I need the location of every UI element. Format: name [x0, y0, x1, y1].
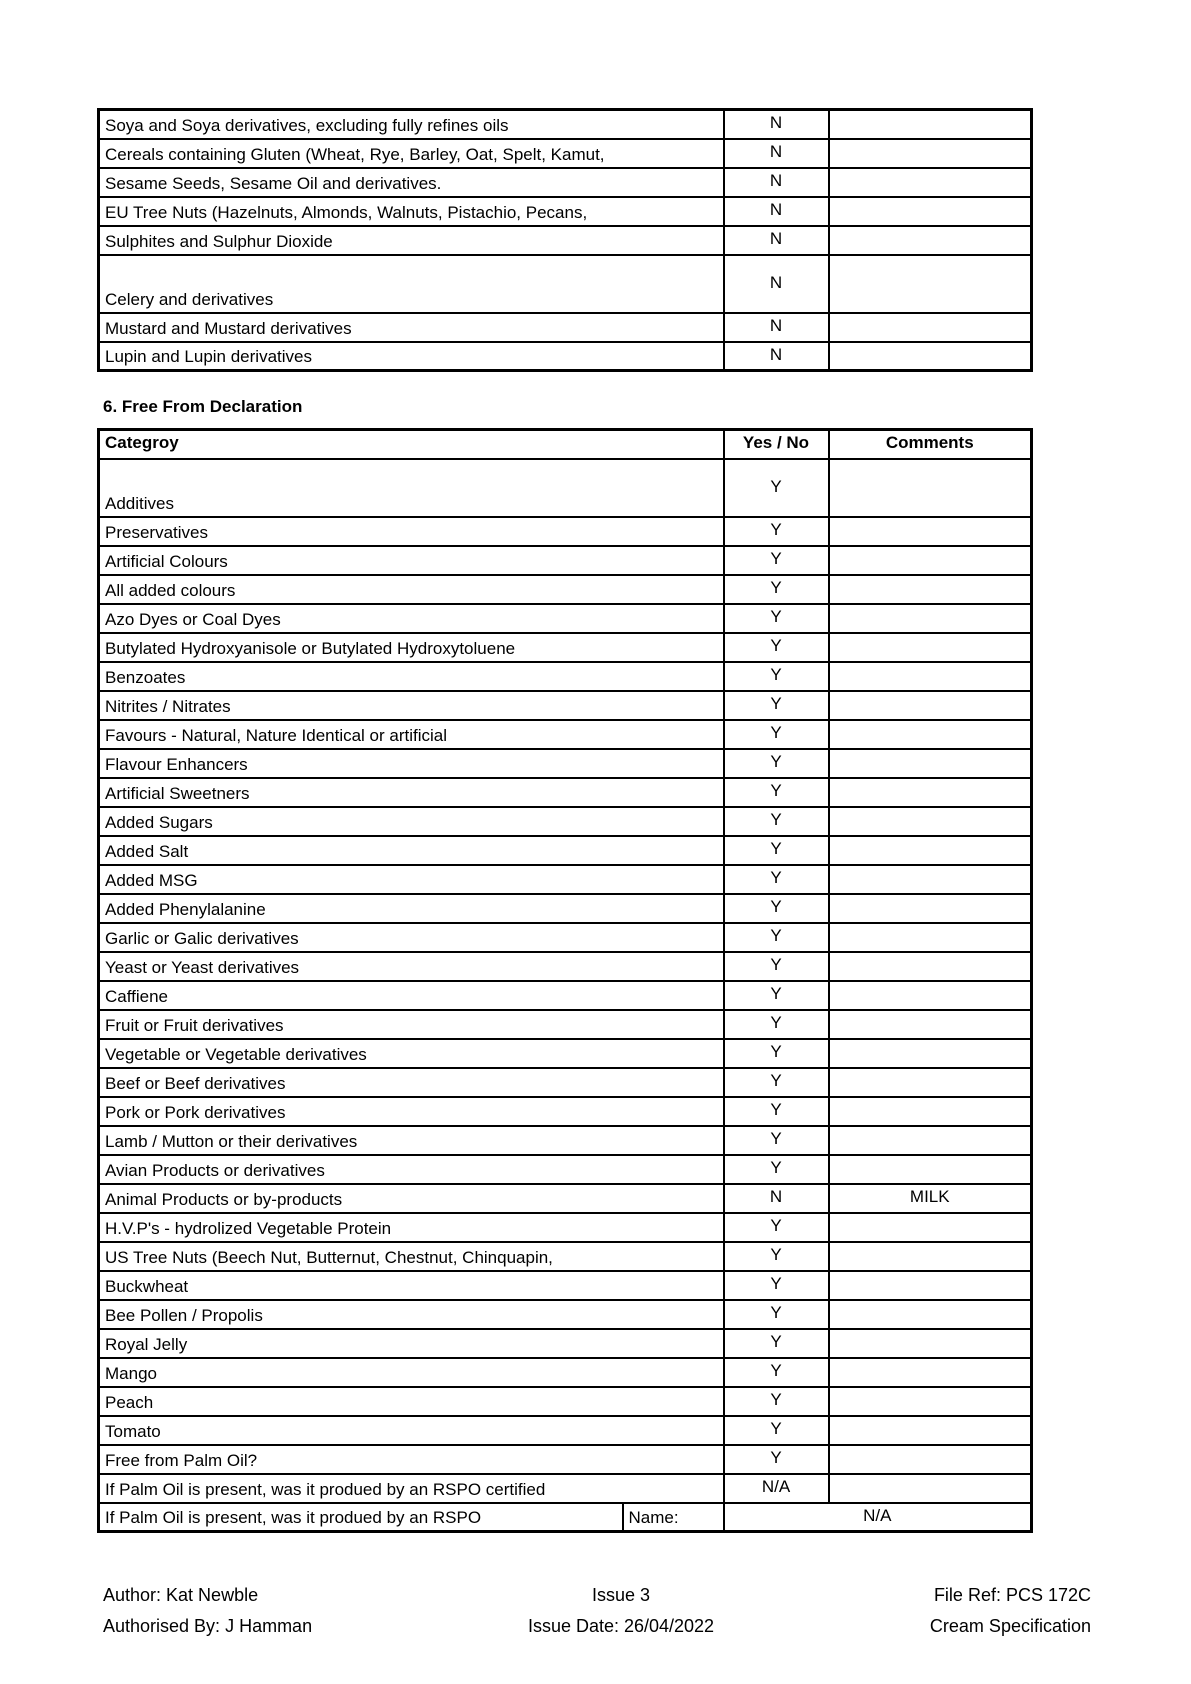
category-cell: Free from Palm Oil?	[99, 1445, 724, 1474]
category-cell: Tomato	[99, 1416, 724, 1445]
table-row	[99, 778, 1032, 807]
category-cell: Garlic or Galic derivatives	[99, 923, 724, 952]
comments-cell	[829, 226, 1032, 255]
table-header-row	[99, 430, 1032, 459]
comments-cell	[829, 1474, 1032, 1503]
yes-no-cell: Y	[724, 778, 829, 807]
comments-cell	[829, 1010, 1032, 1039]
table-row	[99, 923, 1032, 952]
comments-cell	[829, 952, 1032, 981]
table-row	[99, 255, 1032, 313]
category-cell: Nitrites / Nitrates	[99, 691, 724, 720]
category-cell: Fruit or Fruit derivatives	[99, 1010, 724, 1039]
column-header-yes-no: Yes / No	[724, 430, 829, 459]
comments-cell	[829, 110, 1032, 139]
comments-cell	[829, 168, 1032, 197]
page-footer	[103, 1580, 1091, 1642]
yes-no-cell: N	[724, 255, 829, 313]
yes-no-cell: N	[724, 110, 829, 139]
footer-issue-date: Issue Date: 26/04/2022	[527, 1616, 715, 1636]
yes-no-cell: Y	[724, 1416, 829, 1445]
footer-right-column	[930, 1580, 1091, 1642]
table-row	[99, 575, 1032, 604]
yes-no-cell: Y	[724, 662, 829, 691]
footer-issue: Issue 3	[591, 1585, 651, 1605]
table-row	[99, 168, 1032, 197]
yes-no-cell: Y	[724, 952, 829, 981]
category-cell: Added Phenylalanine	[99, 894, 724, 923]
table-row	[99, 1387, 1032, 1416]
category-cell: Favours - Natural, Nature Identical or artificial	[99, 720, 724, 749]
name-label-cell: Name:	[623, 1503, 724, 1532]
category-cell: If Palm Oil is present, was it produed by an RSPO certified	[99, 1474, 724, 1503]
footer-left-column	[103, 1580, 312, 1642]
comments-cell	[829, 836, 1032, 865]
free-from-declaration-table	[97, 428, 1033, 1533]
comments-cell	[829, 313, 1032, 342]
category-cell: Flavour Enhancers	[99, 749, 724, 778]
yes-no-cell: Y	[724, 546, 829, 575]
comments-cell	[829, 691, 1032, 720]
table-row	[99, 894, 1032, 923]
table-row	[99, 720, 1032, 749]
comments-cell	[829, 575, 1032, 604]
comments-cell: MILK	[829, 1184, 1032, 1213]
category-cell: Pork or Pork derivatives	[99, 1097, 724, 1126]
category-cell: Artificial Colours	[99, 546, 724, 575]
table-row	[99, 1039, 1032, 1068]
category-cell: Animal Products or by-products	[99, 1184, 724, 1213]
category-cell: Caffiene	[99, 981, 724, 1010]
table-row	[99, 110, 1032, 139]
comments-cell	[829, 459, 1032, 517]
yes-no-cell: N/A	[724, 1474, 829, 1503]
table-row	[99, 1068, 1032, 1097]
comments-cell	[829, 1068, 1032, 1097]
category-cell: Additives	[99, 459, 724, 517]
table-row	[99, 1300, 1032, 1329]
comments-cell	[829, 139, 1032, 168]
table-row	[99, 1010, 1032, 1039]
comments-cell	[829, 807, 1032, 836]
comments-cell	[829, 255, 1032, 313]
table-row	[99, 459, 1032, 517]
yes-no-cell: Y	[724, 1445, 829, 1474]
yes-no-cell: Y	[724, 894, 829, 923]
yes-no-cell: Y	[724, 1271, 829, 1300]
category-cell: Azo Dyes or Coal Dyes	[99, 604, 724, 633]
yes-no-cell: Y	[724, 604, 829, 633]
category-cell: H.V.P's - hydrolized Vegetable Protein	[99, 1213, 724, 1242]
category-cell: Preservatives	[99, 517, 724, 546]
comments-cell	[829, 749, 1032, 778]
yes-no-cell: N	[724, 197, 829, 226]
category-cell: Lamb / Mutton or their derivatives	[99, 1126, 724, 1155]
free-from-table-body	[99, 459, 1032, 1503]
table-row	[99, 1184, 1032, 1213]
section-heading: 6. Free From Declaration	[103, 397, 303, 416]
rspo-name-row	[99, 1503, 1032, 1532]
comments-cell	[829, 1300, 1032, 1329]
yes-no-cell: N/A	[724, 1503, 1032, 1532]
yes-no-cell: Y	[724, 1358, 829, 1387]
table-row	[99, 749, 1032, 778]
comments-cell	[829, 1445, 1032, 1474]
table-row	[99, 952, 1032, 981]
table-row	[99, 313, 1032, 342]
comments-cell	[829, 1155, 1032, 1184]
category-cell: Bee Pollen / Propolis	[99, 1300, 724, 1329]
yes-no-cell: Y	[724, 981, 829, 1010]
comments-cell	[829, 197, 1032, 226]
table-row	[99, 1126, 1032, 1155]
allergen-table-body	[99, 110, 1032, 371]
table-row	[99, 342, 1032, 371]
comments-cell	[829, 1387, 1032, 1416]
comments-cell	[829, 865, 1032, 894]
table-row	[99, 1097, 1032, 1126]
footer-authorised-by: Authorised By: J Hamman	[103, 1616, 313, 1636]
yes-no-cell: Y	[724, 691, 829, 720]
yes-no-cell: Y	[724, 517, 829, 546]
comments-cell	[829, 981, 1032, 1010]
category-cell: Mango	[99, 1358, 724, 1387]
yes-no-cell: N	[724, 1184, 829, 1213]
table-row	[99, 1329, 1032, 1358]
yes-no-cell: N	[724, 342, 829, 371]
category-cell: Added Sugars	[99, 807, 724, 836]
comments-cell	[829, 1358, 1032, 1387]
table-row	[99, 1445, 1032, 1474]
comments-cell	[829, 546, 1032, 575]
comments-cell	[829, 517, 1032, 546]
comments-cell	[829, 1213, 1032, 1242]
yes-no-cell: Y	[724, 1155, 829, 1184]
comments-cell	[829, 342, 1032, 371]
category-cell: Yeast or Yeast derivatives	[99, 952, 724, 981]
yes-no-cell: Y	[724, 459, 829, 517]
category-cell: Artificial Sweetners	[99, 778, 724, 807]
yes-no-cell: Y	[724, 575, 829, 604]
yes-no-cell: Y	[724, 836, 829, 865]
yes-no-cell: Y	[724, 720, 829, 749]
category-cell: Lupin and Lupin derivatives	[99, 342, 724, 371]
column-header-comments: Comments	[829, 430, 1032, 459]
category-cell: Mustard and Mustard derivatives	[99, 313, 724, 342]
table-row	[99, 1213, 1032, 1242]
comments-cell	[829, 1126, 1032, 1155]
table-row	[99, 691, 1032, 720]
yes-no-cell: N	[724, 168, 829, 197]
table-row	[99, 1474, 1032, 1503]
table-row	[99, 1358, 1032, 1387]
comments-cell	[829, 662, 1032, 691]
category-cell: Benzoates	[99, 662, 724, 691]
category-cell: Added Salt	[99, 836, 724, 865]
category-cell: EU Tree Nuts (Hazelnuts, Almonds, Walnuts, Pistachio, Pecans,	[99, 197, 724, 226]
table-row	[99, 139, 1032, 168]
table-row	[99, 662, 1032, 691]
yes-no-cell: Y	[724, 749, 829, 778]
table-row	[99, 836, 1032, 865]
comments-cell	[829, 923, 1032, 952]
category-cell: Soya and Soya derivatives, excluding fully refines oils	[99, 110, 724, 139]
footer-author: Author: Kat Newble	[103, 1585, 259, 1605]
comments-cell	[829, 604, 1032, 633]
yes-no-cell: Y	[724, 1242, 829, 1271]
category-cell: Royal Jelly	[99, 1329, 724, 1358]
table-row	[99, 865, 1032, 894]
table-row	[99, 1416, 1032, 1445]
comments-cell	[829, 720, 1032, 749]
table-row	[99, 604, 1032, 633]
table-row	[99, 1242, 1032, 1271]
yes-no-cell: Y	[724, 1213, 829, 1242]
footer-file-ref: File Ref: PCS 172C	[933, 1585, 1091, 1605]
category-cell: Sulphites and Sulphur Dioxide	[99, 226, 724, 255]
table-row	[99, 546, 1032, 575]
comments-cell	[829, 1039, 1032, 1068]
category-cell: Added MSG	[99, 865, 724, 894]
yes-no-cell: Y	[724, 633, 829, 662]
yes-no-cell: Y	[724, 1300, 829, 1329]
footer-doc-name: Cream Specification	[929, 1616, 1091, 1636]
yes-no-cell: Y	[724, 1068, 829, 1097]
comments-cell	[829, 1329, 1032, 1358]
yes-no-cell: N	[724, 226, 829, 255]
yes-no-cell: Y	[724, 1010, 829, 1039]
category-cell: Celery and derivatives	[99, 255, 724, 313]
category-cell: Avian Products or derivatives	[99, 1155, 724, 1184]
table-row	[99, 226, 1032, 255]
category-cell: Buckwheat	[99, 1271, 724, 1300]
column-header-category: Categroy	[99, 430, 724, 459]
yes-no-cell: N	[724, 313, 829, 342]
table-row	[99, 1271, 1032, 1300]
category-cell: All added colours	[99, 575, 724, 604]
table-row	[99, 981, 1032, 1010]
comments-cell	[829, 1242, 1032, 1271]
footer-center-column	[528, 1580, 714, 1642]
yes-no-cell: Y	[724, 1387, 829, 1416]
allergen-continuation-table	[97, 108, 1033, 372]
comments-cell	[829, 778, 1032, 807]
yes-no-cell: Y	[724, 1126, 829, 1155]
table-row	[99, 633, 1032, 662]
table-row	[99, 807, 1032, 836]
comments-cell	[829, 1271, 1032, 1300]
yes-no-cell: Y	[724, 807, 829, 836]
yes-no-cell: Y	[724, 1329, 829, 1358]
table-row	[99, 517, 1032, 546]
category-cell: Beef or Beef derivatives	[99, 1068, 724, 1097]
yes-no-cell: Y	[724, 1039, 829, 1068]
comments-cell	[829, 894, 1032, 923]
category-cell: US Tree Nuts (Beech Nut, Butternut, Chestnut, Chinquapin,	[99, 1242, 724, 1271]
table-row	[99, 1155, 1032, 1184]
category-cell: Peach	[99, 1387, 724, 1416]
category-cell: Butylated Hydroxyanisole or Butylated Hydroxytoluene	[99, 633, 724, 662]
category-cell: Sesame Seeds, Sesame Oil and derivatives.	[99, 168, 724, 197]
yes-no-cell: N	[724, 139, 829, 168]
yes-no-cell: Y	[724, 923, 829, 952]
yes-no-cell: Y	[724, 865, 829, 894]
category-cell: Cereals containing Gluten (Wheat, Rye, Barley, Oat, Spelt, Kamut,	[99, 139, 724, 168]
table-row	[99, 197, 1032, 226]
comments-cell	[829, 1097, 1032, 1126]
comments-cell	[829, 633, 1032, 662]
yes-no-cell: Y	[724, 1097, 829, 1126]
comments-cell	[829, 1416, 1032, 1445]
category-cell: If Palm Oil is present, was it produed by an RSPO	[99, 1503, 623, 1532]
category-cell: Vegetable or Vegetable derivatives	[99, 1039, 724, 1068]
